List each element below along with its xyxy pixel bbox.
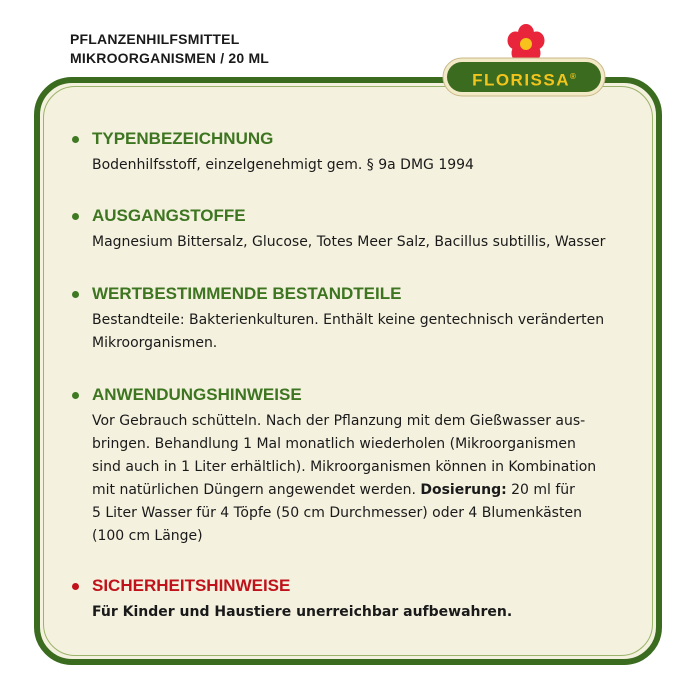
section-body xyxy=(92,154,632,177)
section-body xyxy=(92,231,632,254)
section-body-line: (100 cm Länge) xyxy=(92,528,203,544)
section-body xyxy=(92,601,632,624)
section-heading: ANWENDUNGSHINWEISE xyxy=(92,385,302,404)
section-body-line: 5 Liter Wasser für 4 Töpfe (50 cm Durchmesser) oder 4 Blumenkästen xyxy=(92,505,582,521)
section-body-line: Bestandteile: Bakterienkulturen. Enthält keine gentechnisch veränderten xyxy=(92,312,605,328)
bullet-icon xyxy=(72,392,79,399)
section-sicherheitshinweise xyxy=(72,575,632,624)
product-title xyxy=(70,30,269,68)
section-body-line: Mikroorganismen. xyxy=(92,335,218,351)
section-ausgangstoffe xyxy=(72,205,632,254)
section-body-line: bringen. Behandlung 1 Mal monatlich wiederholen (Mikroorganismen xyxy=(92,436,576,452)
section-body-line: Bodenhilfsstoff, einzelgenehmigt gem. § 9a DMG 1994 xyxy=(92,157,474,173)
section-heading: AUSGANGSTOFFE xyxy=(92,206,246,225)
logo-wordmark xyxy=(447,62,601,92)
bullet-icon xyxy=(72,213,79,220)
product-title-line-1: PFLANZENHILFSMITTEL xyxy=(70,31,240,47)
logo-text: FLORISSA xyxy=(472,70,571,90)
section-body xyxy=(92,309,632,355)
content-area xyxy=(72,124,632,624)
product-title-line-2: MIKROORGANISMEN / 20 ML xyxy=(70,50,270,66)
safety-note: Für Kinder und Haustiere unerreichbar aufbewahren. xyxy=(92,604,513,620)
body-text-fragment: mit natürlichen Düngern angewendet werden. xyxy=(92,482,421,498)
body-text-fragment: 20 ml für xyxy=(506,482,575,498)
section-typenbezeichnung xyxy=(72,128,632,177)
section-body-line: Magnesium Bittersalz, Glucose, Totes Meer Salz, Bacillus subtillis, Wasser xyxy=(92,234,606,250)
bullet-icon xyxy=(72,136,79,143)
section-heading: WERTBESTIMMENDE BESTANDTEILE xyxy=(92,284,402,303)
section-body xyxy=(92,410,632,548)
section-body-line: sind auch in 1 Liter erhältlich). Mikroorganismen können in Kombination xyxy=(92,459,597,475)
florissa-logo xyxy=(440,22,610,102)
dosage-label: Dosierung: xyxy=(420,482,507,498)
section-body-line xyxy=(92,479,632,502)
section-heading: TYPENBEZEICHNUNG xyxy=(92,129,274,148)
section-body-line: Vor Gebrauch schütteln. Nach der Pflanzung mit dem Gießwasser aus- xyxy=(92,413,586,429)
warning-bullet-icon xyxy=(72,583,79,590)
registered-mark: ® xyxy=(570,72,576,81)
section-anwendungshinweise xyxy=(72,384,632,548)
section-wertbestimmende-bestandteile xyxy=(72,283,632,355)
bullet-icon xyxy=(72,291,79,298)
section-heading: SICHERHEITSHINWEISE xyxy=(92,576,291,595)
